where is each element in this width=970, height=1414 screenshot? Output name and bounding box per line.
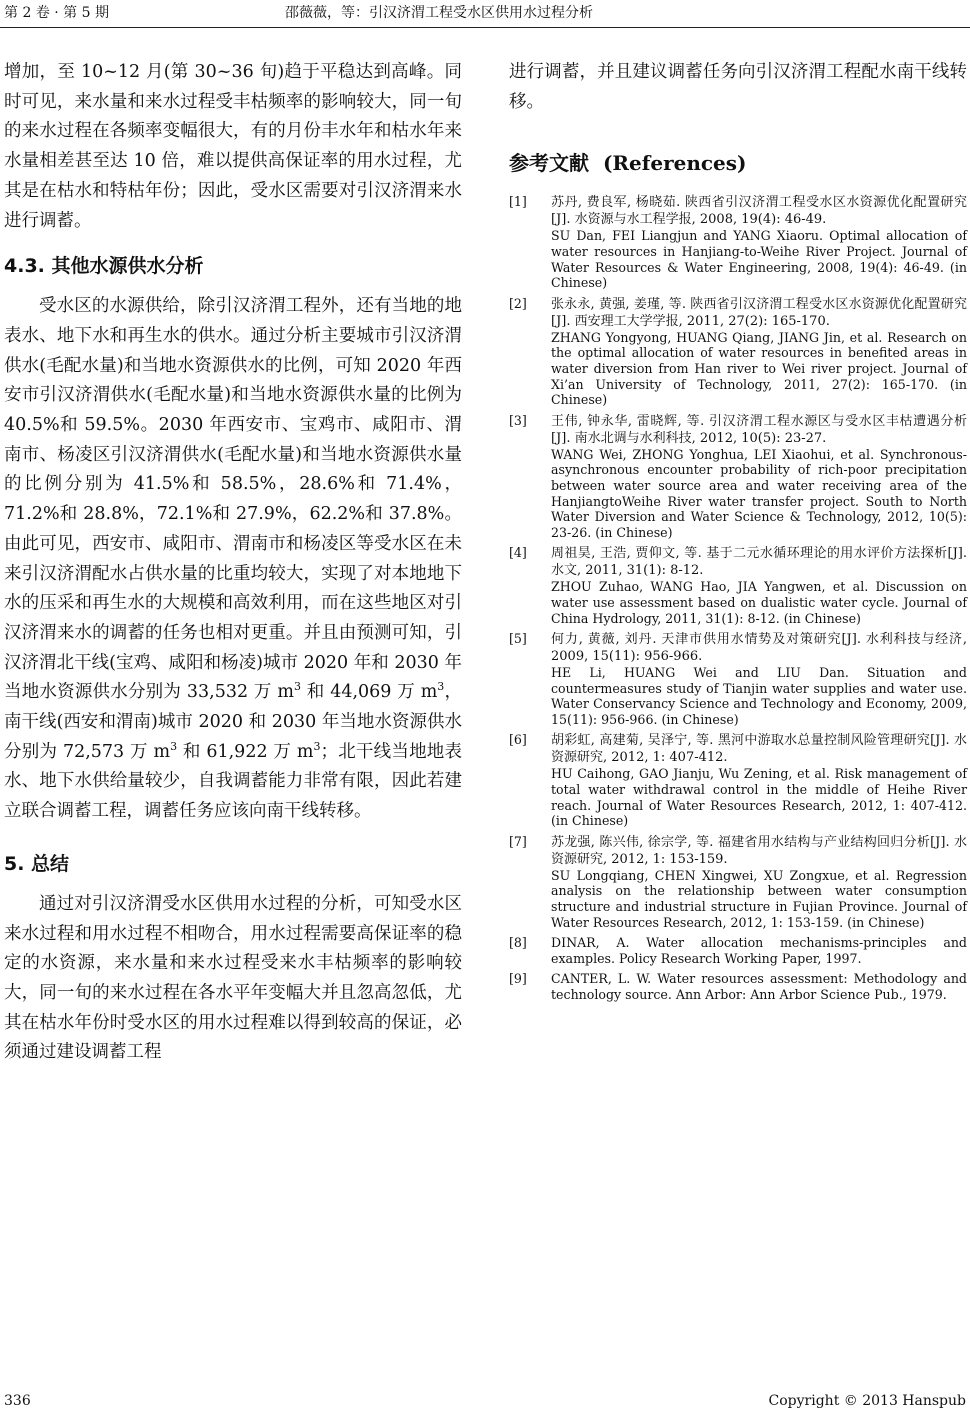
- reference-chinese: 苏龙强, 陈兴伟, 徐宗学, 等. 福建省用水结构与产业结构回归分析[J]. 水资源研究, 2012, 1: 153-159.: [551, 834, 967, 867]
- reference-chinese: 何力, 黄薇, 刘丹. 天津市供用水情势及对策研究[J]. 水利科技与经济, 2009, 15(11): 956-966.: [551, 632, 967, 665]
- reference-chinese: 王伟, 钟永华, 雷晓辉, 等. 引汉济渭工程水源区与受水区丰枯遭遇分析[J]. 南水北调与水利科技, 2012, 10(5): 23-27.: [551, 413, 967, 446]
- left-column: [4, 58, 462, 1068]
- references-heading: [509, 147, 967, 176]
- article-running-title: 邵薇薇，等：引汉济渭工程受水区供用水过程分析: [285, 5, 593, 21]
- reference-item: [509, 631, 967, 727]
- reference-body: [551, 413, 967, 541]
- reference-body: [551, 631, 967, 727]
- reference-english: DINAR, A. Water allocation mechanisms-principles and examples. Policy Research Working Paper, 1997.: [551, 935, 967, 966]
- reference-item: [509, 413, 967, 541]
- reference-english: SU Longqiang, CHEN Xingwei, XU Zongxue, et al. Regression analysis on the relationship between water consumption structure and industrial structure in Fujian Province. Journal of Water Resources Research, 2012, 1: 153-159. (in Chinese): [551, 867, 967, 930]
- reference-body: [551, 296, 967, 408]
- reference-number: [2]: [509, 295, 527, 311]
- journal-volume-issue: 第 2 卷 · 第 5 期: [4, 5, 109, 21]
- paragraph-summary: 通过对引汉济渭受水区供用水过程的分析，可知受水区来水过程和用水过程不相吻合，用水过程需要高保证率的稳定的水资源，来水量和来水过程受来水丰枯频率的影响较大，同一旬的来水过程在各水平年变幅大并且忽高忽低，尤其在枯水年份时受水区的用水过程难以得到较高的保证，必须通过建设调蓄工程: [4, 893, 462, 1063]
- reference-item: [509, 971, 967, 1002]
- reference-number: [1]: [509, 194, 527, 210]
- reference-body: [551, 194, 967, 290]
- reference-number: [9]: [509, 971, 527, 987]
- reference-item: [509, 732, 967, 828]
- reference-body: [551, 935, 967, 966]
- reference-english: HU Caihong, GAO Jianju, Wu Zening, et al. Risk management of total water withdrawal control in the middle of Heihe River reach. Journal of Water Resources Research, 2012, 1: 407-412. (in Chinese): [551, 766, 967, 829]
- reference-item: [509, 834, 967, 930]
- paragraph-continued: 增加，至 10~12 月(第 30~36 旬)趋于平稳达到高峰。同时可见，来水量和来水过程受丰枯频率的影响较大，同一旬的来水过程在各频率变幅很大，有的月份丰水年和枯水年来水量相差甚至达 10 倍，难以提供高保证率的用水过程，尤其是在枯水和特枯年份；因此，受水区需要对引汉济渭来水进行调蓄。: [4, 62, 462, 231]
- reference-english: SU Dan, FEI Liangjun and YANG Xiaoru. Optimal allocation of water resources in Hanjiang-to-Weihe River Project. Journal of Water Resources & Water Engineering, 2008, 19(4): 46-49. (in Chinese): [551, 228, 967, 291]
- reference-body: [551, 545, 967, 626]
- reference-chinese: 胡彩虹, 高建菊, 吴泽宁, 等. 黑河中游取水总量控制风险管理研究[J]. 水资源研究, 2012, 1: 407-412.: [551, 733, 967, 766]
- reference-english: CANTER, L. W. Water resources assessment: Methodology and technology source. Ann Arbor: Ann Arbor Science Pub., 1979.: [551, 971, 967, 1002]
- reference-body: [551, 834, 967, 930]
- page-number: 336: [4, 1393, 31, 1409]
- paragraph-summary-continued: 进行调蓄，并且建议调蓄任务向引汉济渭工程配水南干线转移。: [509, 62, 967, 112]
- section-heading-4-3: 4.3. 其他水源供水分析: [4, 255, 204, 278]
- running-header: [0, 0, 970, 28]
- reference-item: [509, 296, 967, 408]
- reference-body: [551, 732, 967, 828]
- reference-number: [8]: [509, 935, 527, 951]
- reference-english: HE Li, HUANG Wei and LIU Dan. Situation and countermeasures study of Tianjin water supplies and water use. Water Conservancy Science and Technology and Economy, 2009, 15(11): 956-966. (in Chinese): [551, 665, 967, 727]
- paragraph-other-water-sources: 受水区的水源供给，除引汉济渭工程外，还有当地的地表水、地下水和再生水的供水。通过分析主要城市引汉济渭供水(毛配水量)和当地水资源供水的比例，可知 2020 年西安市引汉济渭供水(毛配水量)和当地水资源供水量的比例为 40.5%和 59.5%。2030 年西安市、宝鸡市、咸阳市、渭南市、杨凌区引汉济渭供水(毛配水量)和当地水资源供水量的比例分别为 41.5%和 58.5%，28.6%和 71.4%，71.2%和 28.8%，72.1%和 27.9%，62.2%和 37.8%。由此可见，西安市、咸阳市、渭南市和杨凌区等受水区在未来引汉济渭配水占供水量的比重均较大，实现了对本地地下水的压采和再生水的大规模和高效利用，而在这些地区对引汉济渭来水的调蓄的任务也相对更重。并且由预测可知，引汉济渭北干线(宝鸡、咸阳和杨凌)城市 2020 年和 2030 年当地水资源供水分别为 33,532 万 $m^3$ 和 44,069 万 $m^3$，南干线(西安和渭南)城市 2020 和 2030 年当地水资源供水分别为 72,573 万 $m^3$ 和 61,922 万 $m^3$；北干线当地地表水、地下水供给量较少，自我调蓄能力非常有限，因此若建立联合调蓄工程，调蓄任务应该向南干线转移。: [4, 296, 463, 822]
- copyright-notice: Copyright © 2013 Hanspub: [768, 1393, 966, 1409]
- reference-chinese: 张永永, 黄强, 姜瑾, 等. 陕西省引汉济渭工程受水区水资源优化配置研究[J]. 西安理工大学学报, 2011, 27(2): 165-170.: [551, 296, 967, 329]
- reference-chinese: 苏丹, 费良军, 杨晓茹. 陕西省引汉济渭工程受水区水资源优化配置研究[J]. 水资源与水工程学报, 2008, 19(4): 46-49.: [551, 195, 967, 228]
- reference-list: [509, 194, 967, 1002]
- reference-english: WANG Wei, ZHONG Yonghua, LEI Xiaohui, et al. Synchronous-asynchronous encounter probability of rich-poor precipitation between water source area and water receiving area of the HanjiangtoWeihe River water transfer project. South to North Water Diversion and Water Science & Technology, 2012, 10(5): 23-26. (in Chinese): [551, 446, 967, 540]
- reference-number: [4]: [509, 545, 527, 561]
- reference-number: [5]: [509, 631, 527, 647]
- reference-chinese: 周祖昊, 王浩, 贾仰文, 等. 基于二元水循环理论的用水评价方法探析[J]. 水文, 2011, 31(1): 8-12.: [551, 546, 967, 579]
- reference-body: [551, 971, 967, 1002]
- reference-english: ZHANG Yongyong, HUANG Qiang, JIANG Jin, et al. Research on the optimal allocation of water resources in benefited areas in water diversion from Han river to Wei river project. Journal of Xi’an University of Technology, 2011, 27(2): 165-170. (in Chinese): [551, 329, 967, 408]
- right-column: [509, 58, 967, 1008]
- reference-item: [509, 545, 967, 626]
- reference-english: ZHOU Zuhao, WANG Hao, JIA Yangwen, et al. Discussion on water use assessment based on dualistic water cycle. Journal of China Hydrology, 2011, 31(1): 8-12. (in Chinese): [551, 579, 967, 626]
- references-heading-cn: 参考文献: [509, 151, 589, 176]
- reference-number: [6]: [509, 732, 527, 748]
- reference-item: [509, 194, 967, 290]
- section-heading-5-summary: 5. 总结: [4, 852, 70, 875]
- reference-number: [7]: [509, 833, 527, 849]
- references-heading-en: (References): [602, 151, 747, 176]
- reference-item: [509, 935, 967, 966]
- reference-number: [3]: [509, 412, 527, 428]
